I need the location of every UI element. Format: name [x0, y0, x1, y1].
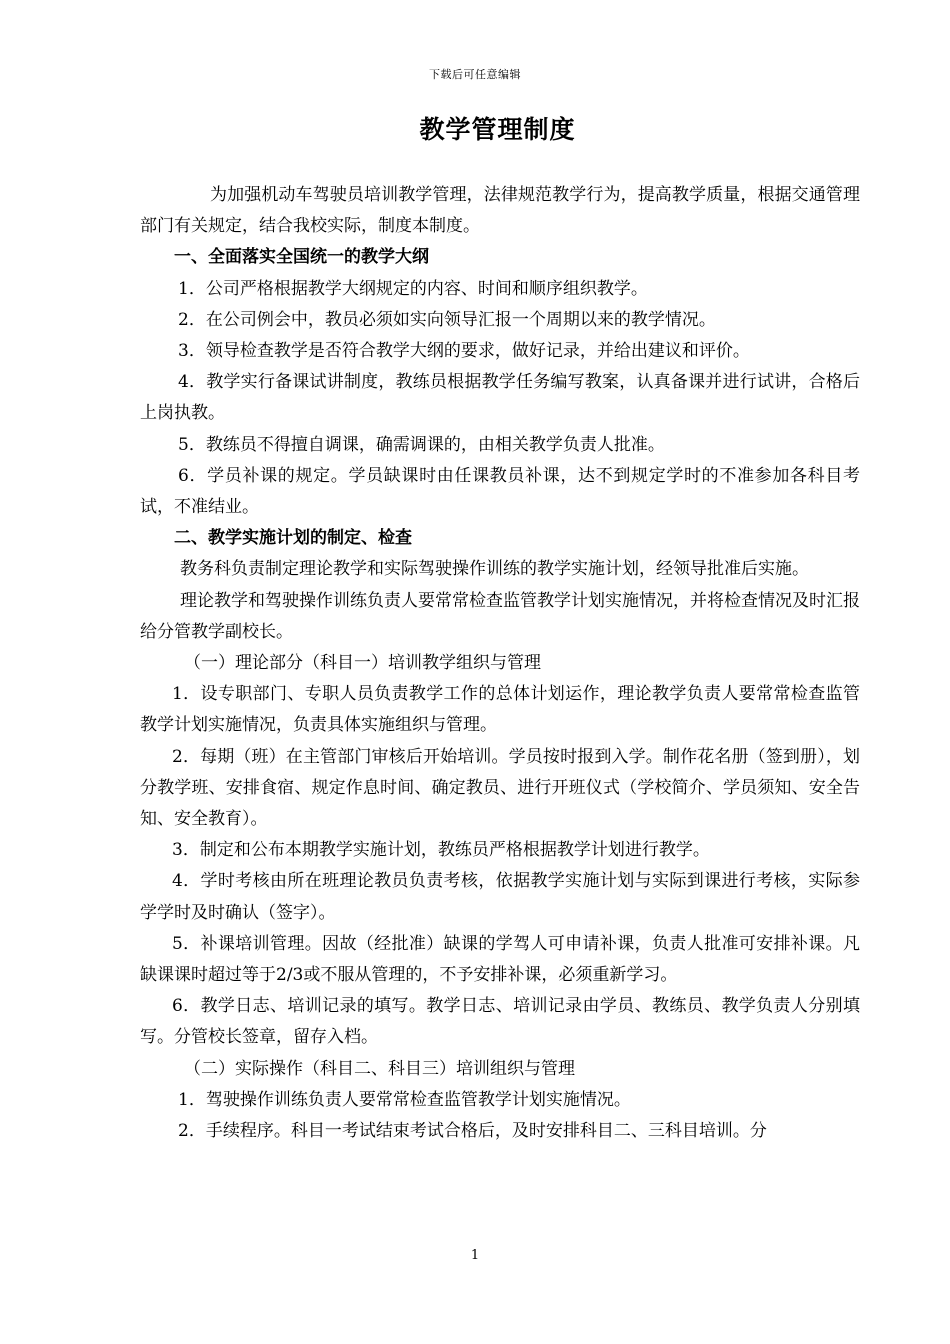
section-heading: 一、全面落实全国统一的教学大纲	[174, 247, 429, 268]
list-item: 3．领导检查教学是否符合教学大纲的要求，做好记录，并给出建议和评价。	[178, 341, 750, 362]
paragraph: 教务科负责制定理论教学和实际驾驶操作训练的教学实施计划，经领导批准后实施。	[180, 559, 809, 580]
list-item: 1．公司严格根据教学大纲规定的内容、时间和顺序组织教学。	[178, 278, 648, 299]
list-item: 4．学时考核由所在班理论教员负责考核，依据教学实施计划与实际到课进行考核，实际参学学时及时确认（签字）。	[140, 871, 860, 923]
header-note: 下载后可任意编辑	[429, 68, 521, 81]
list-item: 3．制定和公布本期教学实施计划，教练员严格根据教学计划进行教学。	[172, 840, 710, 861]
paragraph: 理论教学和驾驶操作训练负责人要常常检查监管教学计划实施情况，并将检查情况及时汇报给分管教学副校长。	[140, 590, 860, 642]
list-item: 4．教学实行备课试讲制度，教练员根据教学任务编写教案，认真备课并进行试讲，合格后上岗执教。	[140, 372, 860, 424]
document-body	[140, 180, 860, 1147]
list-item: 2．在公司例会中，教员必须如实向领导汇报一个周期以来的教学情况。	[178, 309, 716, 330]
list-item: 2．手续程序。科目一考试结束考试合格后，及时安排科目二、三科目培训。分	[178, 1121, 767, 1142]
page-number: 1	[470, 1248, 480, 1263]
list-item: 2．每期（班）在主管部门审核后开始培训。学员按时报到入学。制作花名册（签到册），划分教学班、安排食宿、规定作息时间、确定教员、进行开班仪式（学校简介、学员须知、安全告知、安全教育）。	[140, 746, 860, 830]
list-item: 1．驾驶操作训练负责人要常常检查监管教学计划实施情况。	[178, 1089, 631, 1110]
document-title: 教学管理制度	[419, 115, 576, 144]
paragraph: 为加强机动车驾驶员培训教学管理，法律规范教学行为，提高教学质量，根据交通管理部门有关规定，结合我校实际，制度本制度。	[140, 185, 860, 237]
list-item: 1．设专职部门、专职人员负责教学工作的总体计划运作，理论教学负责人要常常检查监管教学计划实施情况，负责具体实施组织与管理。	[140, 684, 860, 736]
list-item: 5．补课培训管理。因故（经批准）缺课的学驾人可申请补课，负责人批准可安排补课。凡缺课课时超过等于2/3或不服从管理的，不予安排补课，必须重新学习。	[140, 933, 860, 986]
subsection-heading: （二）实际操作（科目二、科目三）培训组织与管理	[184, 1058, 575, 1079]
section-heading: 二、教学实施计划的制定、检查	[174, 528, 412, 549]
list-item: 6．教学日志、培训记录的填写。教学日志、培训记录由学员、教练员、教学负责人分别填写。分管校长签章，留存入档。	[140, 996, 860, 1048]
list-item: 6．学员补课的规定。学员缺课时由任课教员补课，达不到规定学时的不准参加各科目考试，不准结业。	[140, 465, 860, 518]
list-item: 5．教练员不得擅自调课，确需调课的，由相关教学负责人批准。	[178, 434, 665, 455]
subsection-heading: （一）理论部分（科目一）培训教学组织与管理	[184, 653, 541, 674]
